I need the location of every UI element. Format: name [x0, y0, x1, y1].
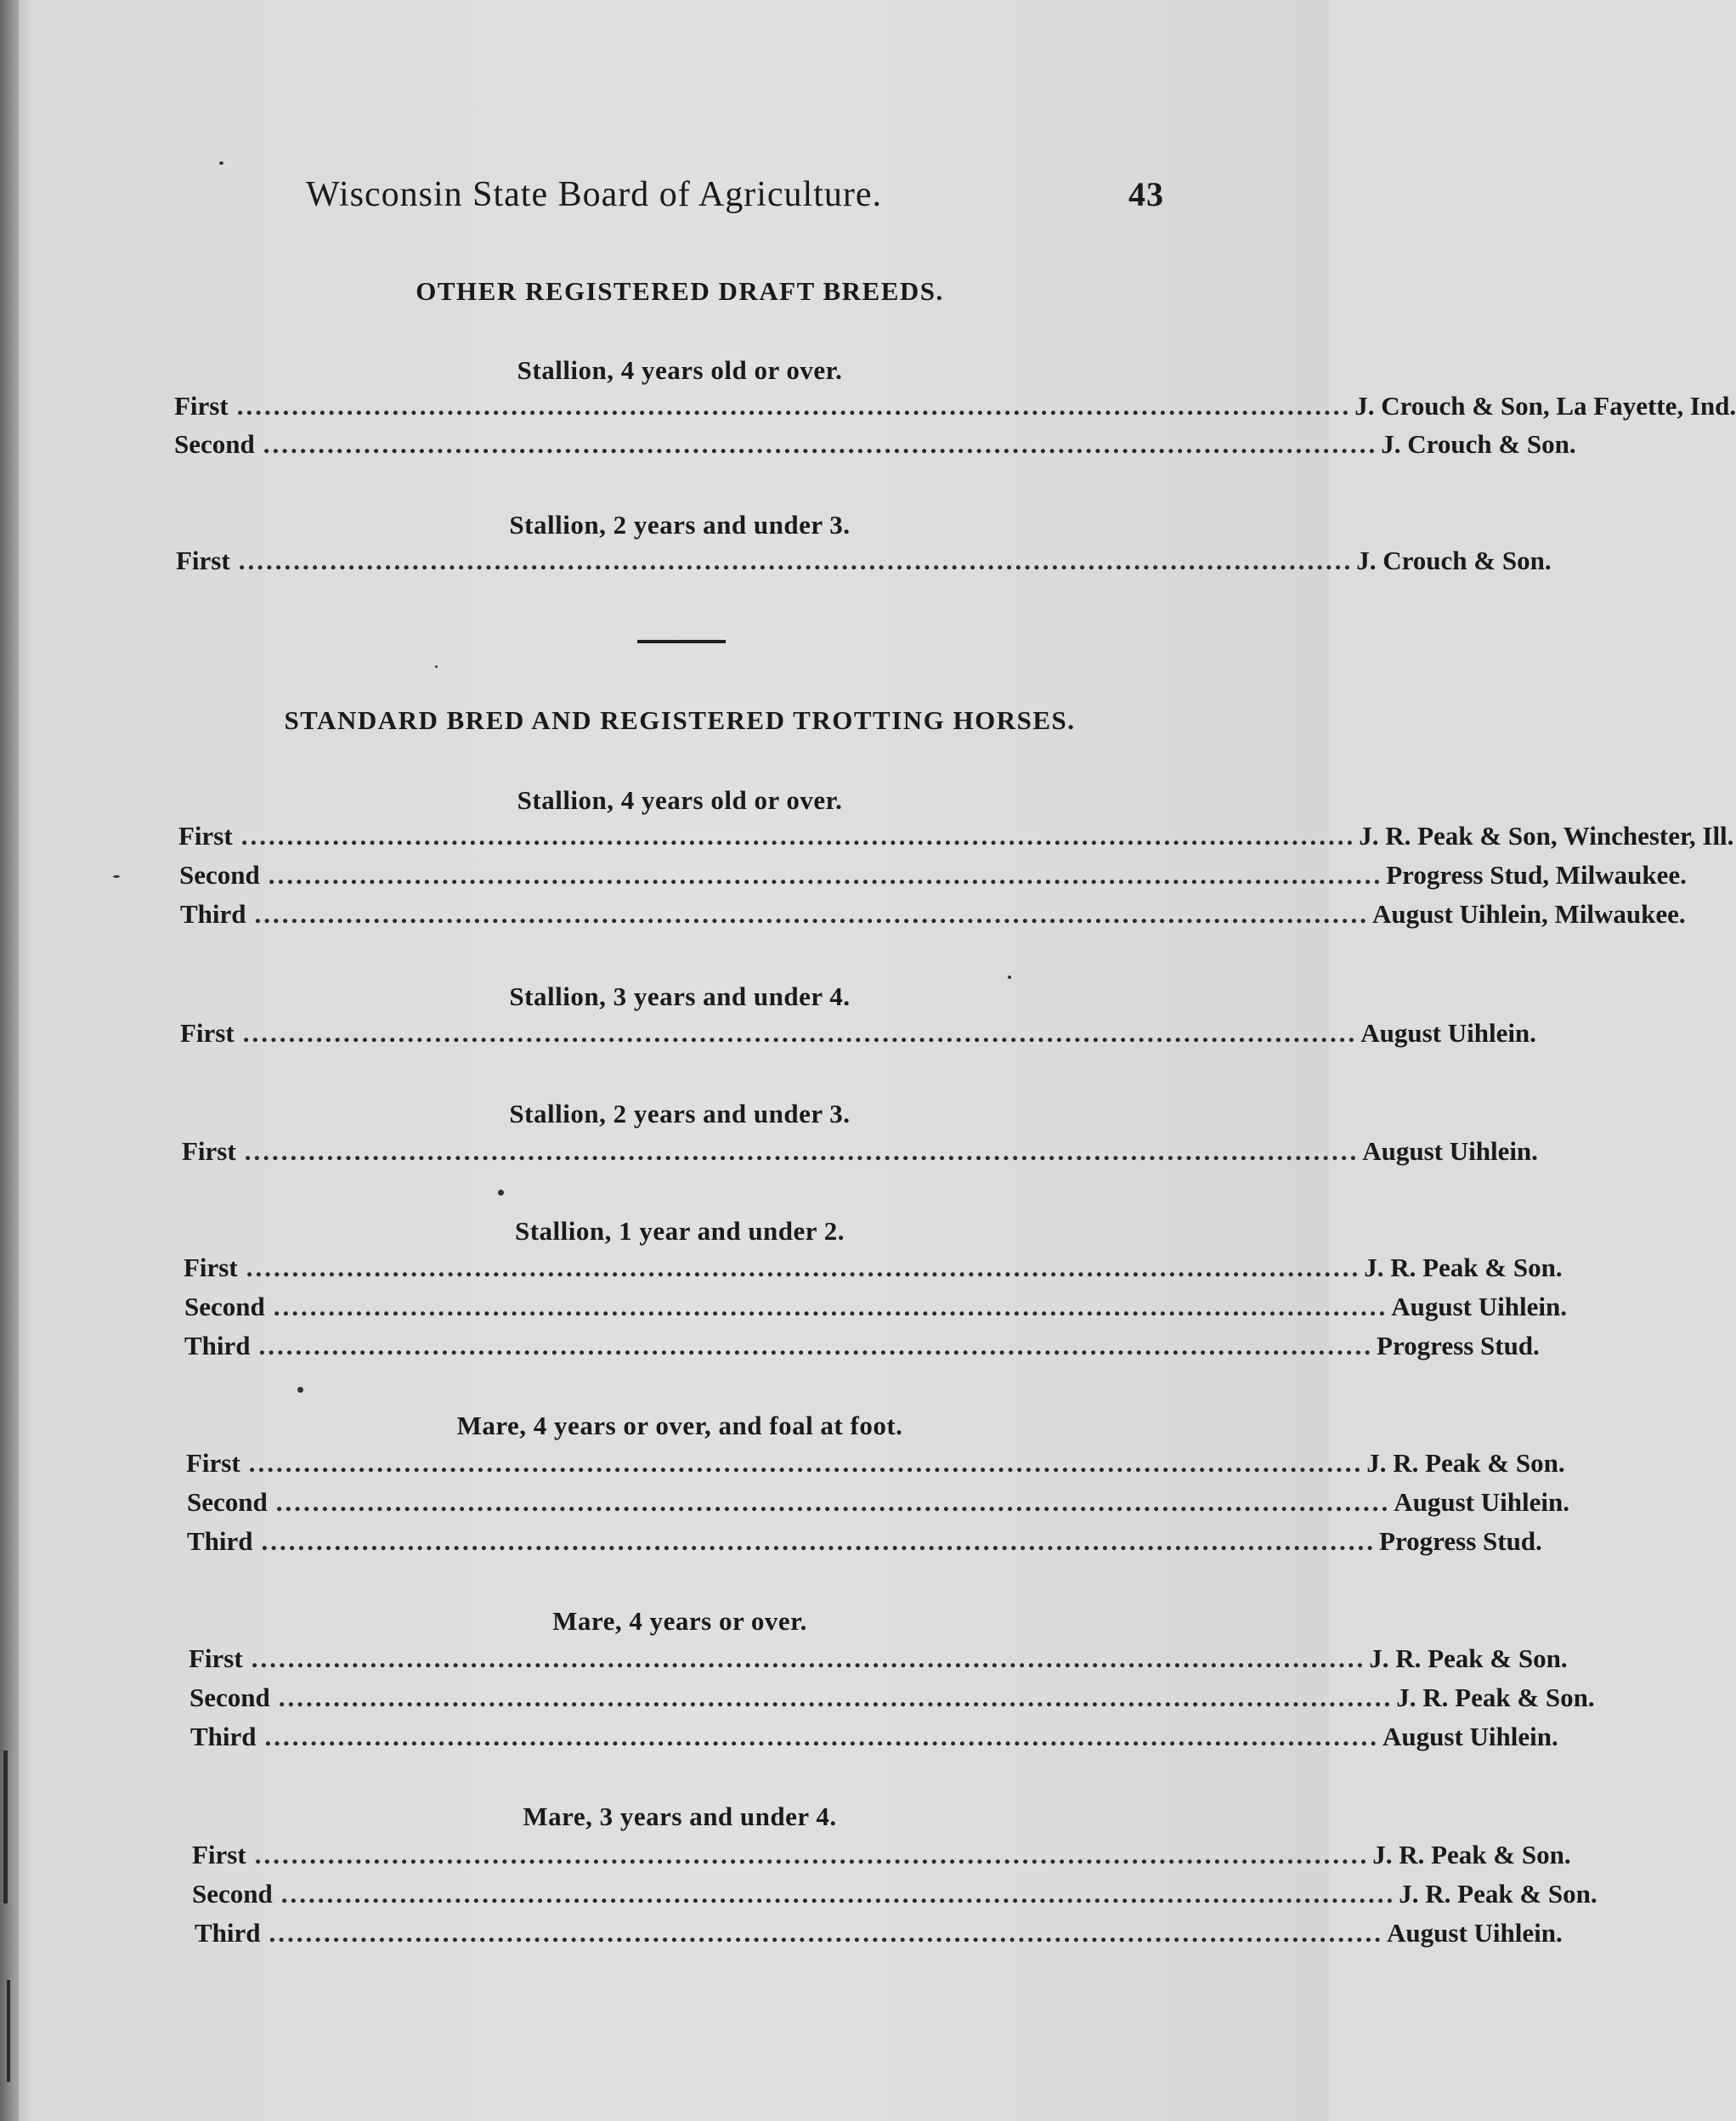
award-winner: J. R. Peak & Son, Winchester, Ill. [1359, 821, 1734, 851]
award-place: First [186, 1448, 240, 1478]
class-heading: Mare, 3 years and under 4. [523, 1801, 837, 1831]
award-entry [178, 821, 1734, 858]
award-entry [180, 1018, 1536, 1055]
running-head [306, 174, 1164, 225]
dot-leader: .......................................................................................................................... [240, 821, 1356, 851]
award-winner: August Uihlein. [1383, 1722, 1558, 1751]
dot-leader: .......................................................................................................................... [236, 391, 1352, 421]
award-winner: J. Crouch & Son. [1381, 429, 1576, 459]
scan-speck [435, 665, 438, 668]
running-title: Wisconsin State Board of Agriculture. [306, 175, 883, 214]
class-heading: Stallion, 2 years and under 3. [509, 1099, 851, 1128]
award-winner: August Uihlein. [1391, 1292, 1567, 1321]
award-place: First [174, 391, 229, 421]
scan-speck [1008, 976, 1011, 979]
award-winner: August Uihlein. [1387, 1918, 1563, 1948]
dot-leader: .......................................................................................................................... [254, 1840, 1370, 1869]
award-entry [187, 1526, 1542, 1564]
award-place: First [189, 1643, 243, 1673]
award-winner: J. R. Peak & Son. [1364, 1253, 1563, 1282]
dot-leader: .......................................................................................................................... [278, 1683, 1394, 1712]
award-place: Second [179, 860, 260, 890]
award-place: Third [184, 1331, 251, 1360]
award-winner: J. R. Peak & Son. [1399, 1879, 1597, 1909]
award-winner: Progress Stud. [1377, 1331, 1540, 1360]
award-winner: Progress Stud, Milwaukee. [1386, 860, 1687, 890]
class-heading: Mare, 4 years or over, and foal at foot. [456, 1411, 903, 1440]
class-heading: Stallion, 4 years old or over. [517, 355, 843, 385]
award-winner: J. Crouch & Son. [1356, 546, 1552, 575]
award-entry [184, 1331, 1540, 1368]
dot-leader: .......................................................................................................................... [242, 1018, 1358, 1048]
dot-leader: .......................................................................................................................... [263, 429, 1378, 459]
award-entry [184, 1253, 1563, 1290]
award-entry [189, 1643, 1568, 1681]
dot-leader: .......................................................................................................................... [251, 1643, 1366, 1673]
spine-ink-mark [3, 1751, 8, 1903]
class-heading: Stallion, 4 years old or over. [517, 785, 843, 815]
award-place: Third [195, 1918, 261, 1948]
award-place: First [182, 1136, 236, 1166]
class-heading: Mare, 4 years or over. [552, 1606, 807, 1636]
section-title: STANDARD BRED AND REGISTERED TROTTING HORSES. [284, 705, 1076, 735]
award-winner: August Uihlein. [1362, 1136, 1538, 1166]
award-entry [174, 391, 1736, 428]
award-entry [180, 899, 1686, 936]
award-place: Second [189, 1683, 270, 1712]
award-place: First [178, 821, 233, 851]
award-entry [179, 860, 1687, 897]
award-entry [190, 1722, 1558, 1759]
dot-leader: .......................................................................................................................... [248, 1448, 1364, 1478]
dot-leader: .......................................................................................................................... [244, 1136, 1360, 1166]
dot-leader: .......................................................................................................................... [246, 1253, 1361, 1282]
award-winner: August Uihlein. [1394, 1487, 1569, 1517]
award-winner: August Uihlein. [1360, 1018, 1536, 1048]
award-place: Second [174, 429, 255, 459]
award-winner: J. R. Peak & Son. [1369, 1643, 1568, 1673]
scan-speck [113, 875, 120, 878]
dot-leader: .......................................................................................................................... [258, 1331, 1374, 1360]
award-place: First [192, 1840, 246, 1869]
award-entry [195, 1918, 1563, 1955]
dot-leader: .......................................................................................................................... [273, 1292, 1388, 1321]
dot-leader: .......................................................................................................................... [254, 899, 1370, 929]
award-place: First [176, 546, 230, 575]
award-place: Second [187, 1487, 268, 1517]
scan-speck [219, 161, 223, 165]
scan-speck [498, 1190, 504, 1196]
award-entry [184, 1292, 1567, 1329]
award-entry [174, 429, 1576, 467]
award-winner: J. R. Peak & Son. [1396, 1683, 1595, 1712]
award-entry [182, 1136, 1538, 1174]
award-entry [186, 1448, 1565, 1485]
award-entry [176, 546, 1552, 583]
dot-leader: .......................................................................................................................... [268, 860, 1383, 890]
award-place: Third [190, 1722, 257, 1751]
dot-leader: .......................................................................................................................... [238, 546, 1354, 575]
award-place: Third [180, 899, 246, 929]
scan-speck [297, 1387, 303, 1393]
award-place: Second [184, 1292, 265, 1321]
award-entry [187, 1487, 1569, 1524]
award-winner: Progress Stud. [1379, 1526, 1542, 1556]
class-heading: Stallion, 2 years and under 3. [509, 510, 851, 540]
award-winner: J. R. Peak & Son. [1372, 1840, 1571, 1869]
award-entry [192, 1840, 1571, 1877]
award-place: Third [187, 1526, 253, 1556]
award-place: First [184, 1253, 238, 1282]
dot-leader: .......................................................................................................................... [275, 1487, 1391, 1517]
award-winner: J. Crouch & Son, La Fayette, Ind. [1354, 391, 1736, 421]
dot-leader: .......................................................................................................................... [261, 1526, 1377, 1556]
page-number: 43 [1128, 175, 1164, 213]
award-winner: J. R. Peak & Son. [1366, 1448, 1565, 1478]
section-title: OTHER REGISTERED DRAFT BREEDS. [416, 276, 944, 306]
class-heading: Stallion, 1 year and under 2. [514, 1216, 845, 1246]
award-entry [189, 1683, 1595, 1720]
spine-ink-mark [7, 1980, 10, 2082]
award-entry [192, 1879, 1597, 1916]
award-winner: August Uihlein, Milwaukee. [1372, 899, 1686, 929]
class-heading: Stallion, 3 years and under 4. [509, 981, 851, 1011]
dot-leader: .......................................................................................................................... [280, 1879, 1396, 1909]
award-place: First [180, 1018, 235, 1048]
award-place: Second [192, 1879, 273, 1909]
dot-leader: .......................................................................................................................... [269, 1918, 1384, 1948]
dot-leader: .......................................................................................................................... [264, 1722, 1380, 1751]
section-divider [637, 640, 726, 643]
